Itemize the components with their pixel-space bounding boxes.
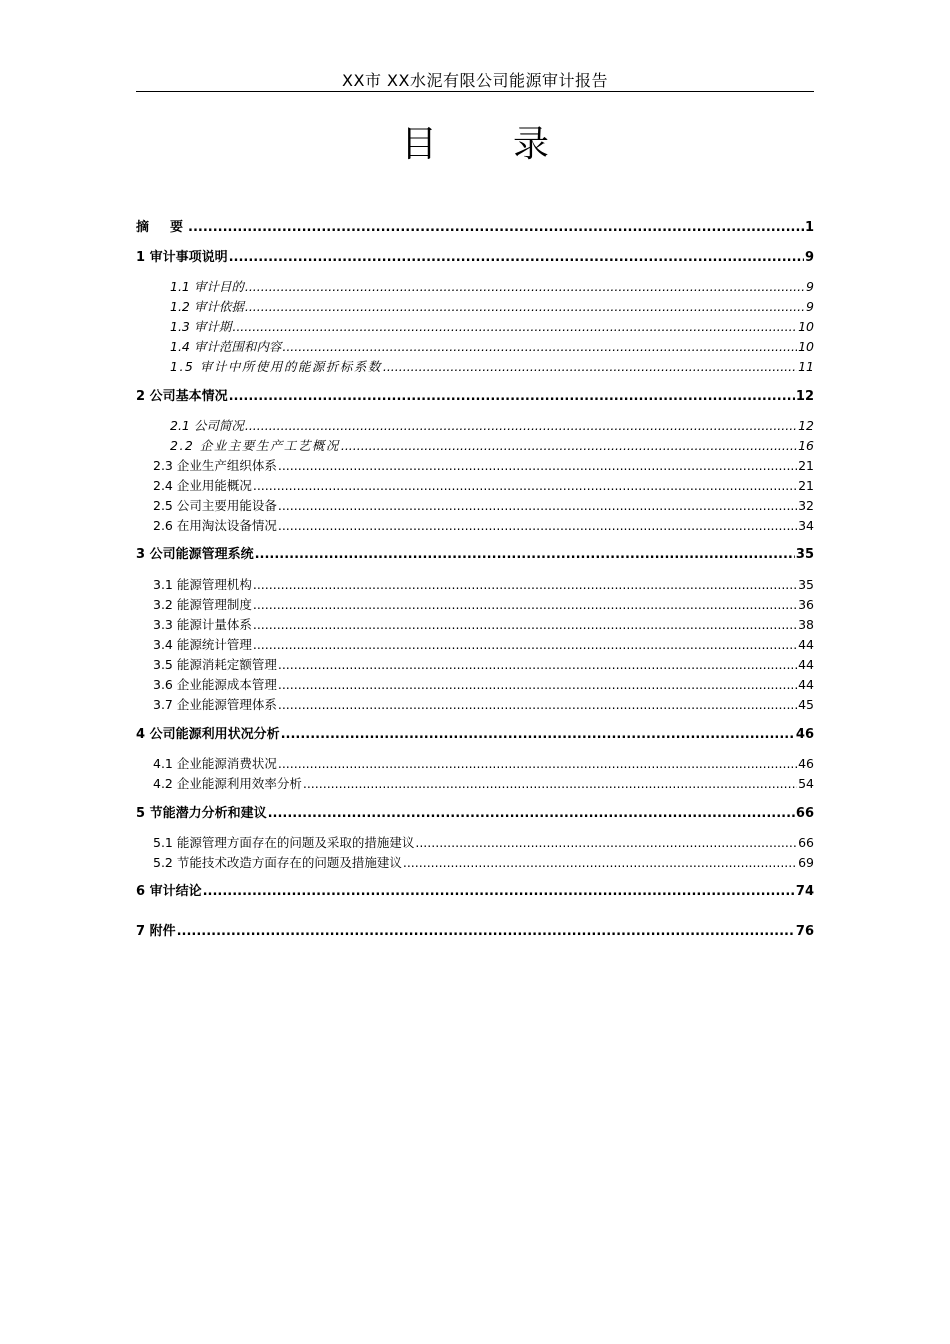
toc-leader — [281, 726, 795, 744]
toc-leader — [383, 358, 797, 376]
toc-entry-page: 21 — [798, 458, 814, 473]
toc-entry-page: 38 — [798, 617, 814, 632]
toc-leader — [245, 298, 805, 316]
toc-entry-label: 2 公司基本情况 — [136, 389, 228, 404]
toc-entry-page: 36 — [798, 597, 814, 612]
toc-entry[interactable] — [153, 497, 814, 515]
toc-entry[interactable] — [153, 696, 814, 714]
toc-entry-page: 34 — [798, 518, 814, 533]
header-rule — [136, 91, 814, 92]
toc-leader — [278, 457, 797, 475]
toc-entry[interactable] — [170, 298, 814, 316]
toc-entry-label: 2.1 公司简况 — [170, 418, 244, 433]
toc-entry[interactable] — [153, 457, 814, 475]
toc-entry-page: 9 — [806, 299, 814, 314]
toc-leader — [245, 278, 805, 296]
toc-entry-label: 1.2 审计依据 — [170, 299, 244, 314]
toc-entry-label: 4.2 企业能源利用效率分析 — [153, 776, 302, 791]
toc-leader — [229, 249, 804, 267]
toc-entry-page: 44 — [798, 657, 814, 672]
toc-entry-label: 1.5 审计中所使用的能源折标系数 — [170, 359, 382, 374]
toc-entry-page: 74 — [795, 884, 814, 899]
toc-entry-page: 9 — [804, 250, 814, 265]
toc-entry[interactable] — [153, 616, 814, 634]
toc-entry-page: 35 — [798, 577, 814, 592]
toc-entry-page: 32 — [798, 498, 814, 513]
toc-entry-label: 6 审计结论 — [136, 884, 202, 899]
toc-leader — [415, 834, 797, 852]
toc-leader — [188, 219, 804, 237]
toc-entry-label: 5 节能潜力分析和建议 — [136, 806, 267, 821]
toc-entry-label: 2.4 企业用能概况 — [153, 478, 252, 493]
toc-entry-label: 摘 要 — [136, 220, 188, 235]
toc-leader — [253, 576, 797, 594]
toc-entry-label: 4.1 企业能源消费状况 — [153, 756, 277, 771]
toc-leader — [278, 696, 797, 714]
toc-leader — [341, 437, 797, 455]
toc-entry-page: 10 — [798, 319, 814, 334]
toc-leader — [203, 883, 795, 901]
toc-entry[interactable] — [153, 596, 814, 614]
toc-leader — [278, 755, 797, 773]
toc-entry-page: 35 — [795, 547, 814, 562]
toc-entry-page: 16 — [798, 438, 814, 453]
toc-leader — [253, 616, 797, 634]
toc-entry-page: 10 — [798, 339, 814, 354]
toc-entry[interactable] — [136, 923, 814, 941]
toc-entry-label: 3.6 企业能源成本管理 — [153, 677, 277, 692]
running-header: XX市 XX水泥有限公司能源审计报告 — [342, 71, 608, 90]
toc-entry-label: 4 公司能源利用状况分析 — [136, 727, 280, 742]
toc-leader — [253, 596, 797, 614]
toc-entry[interactable] — [153, 755, 814, 773]
toc-entry[interactable] — [170, 338, 814, 356]
toc-entry-page: 66 — [795, 806, 814, 821]
toc-entry[interactable] — [153, 517, 814, 535]
toc-entry-page: 54 — [798, 776, 814, 791]
toc-leader — [282, 338, 797, 356]
toc-entry-label: 2.5 公司主要用能设备 — [153, 498, 277, 513]
toc-leader — [278, 656, 797, 674]
toc-entry-page: 76 — [795, 924, 814, 939]
toc-entry-label: 3 公司能源管理系统 — [136, 547, 254, 562]
toc-entry[interactable] — [170, 417, 814, 435]
toc-leader — [278, 517, 797, 535]
toc-entry[interactable] — [153, 676, 814, 694]
toc-entry-label: 5.1 能源管理方面存在的问题及采取的措施建议 — [153, 835, 415, 850]
toc-leader — [232, 318, 797, 336]
toc-entry[interactable] — [153, 854, 814, 872]
toc-entry-label: 2.2 企业主要生产工艺概况 — [170, 438, 340, 453]
toc-entry-label: 1.3 审计期 — [170, 319, 232, 334]
toc-entry-page: 21 — [798, 478, 814, 493]
toc-entry[interactable] — [153, 636, 814, 654]
toc-entry-label: 3.4 能源统计管理 — [153, 637, 252, 652]
toc-entry-page: 46 — [795, 727, 814, 742]
toc-entry[interactable] — [153, 775, 814, 793]
toc-entry-page: 44 — [798, 637, 814, 652]
toc-entry[interactable] — [136, 805, 814, 823]
toc-entry-label: 3.2 能源管理制度 — [153, 597, 252, 612]
toc-leader — [253, 477, 797, 495]
toc-entry[interactable] — [170, 318, 814, 336]
toc-entry-page: 1 — [804, 220, 814, 235]
toc-entry-page: 69 — [798, 855, 814, 870]
toc-entry-label: 3.5 能源消耗定额管理 — [153, 657, 277, 672]
toc-entry[interactable] — [170, 358, 814, 376]
toc-entry-page: 12 — [795, 389, 814, 404]
toc-leader — [245, 417, 797, 435]
toc-entry[interactable] — [153, 656, 814, 674]
toc-entry[interactable] — [136, 883, 814, 901]
toc-entry[interactable] — [170, 437, 814, 455]
toc-entry[interactable] — [153, 576, 814, 594]
toc-entry-label: 2.3 企业生产组织体系 — [153, 458, 277, 473]
toc-entry[interactable] — [136, 249, 814, 267]
toc-leader — [268, 805, 795, 823]
toc-leader — [253, 636, 797, 654]
toc-entry-page: 66 — [798, 835, 814, 850]
toc-leader — [177, 923, 795, 941]
toc-entry-page: 46 — [798, 756, 814, 771]
toc-entry[interactable] — [136, 219, 814, 237]
toc-entry[interactable] — [136, 388, 814, 406]
toc-entry-label: 3.7 企业能源管理体系 — [153, 697, 277, 712]
toc-leader — [403, 854, 797, 872]
toc-entry-page: 12 — [798, 418, 814, 433]
toc-leader — [229, 388, 795, 406]
toc-entry[interactable] — [136, 726, 814, 744]
toc-entry-page: 45 — [798, 697, 814, 712]
toc-leader — [255, 546, 795, 564]
toc-leader — [303, 775, 797, 793]
toc-entry-label: 1.4 审计范围和内容 — [170, 339, 282, 354]
toc-entry-label: 1.1 审计目的 — [170, 279, 244, 294]
toc-entry[interactable] — [170, 278, 814, 296]
page-title: 目录 — [400, 124, 625, 165]
toc-entry-label: 2.6 在用淘汰设备情况 — [153, 518, 277, 533]
toc-entry[interactable] — [153, 834, 814, 852]
toc-entry-label: 3.1 能源管理机构 — [153, 577, 252, 592]
toc-leader — [278, 497, 797, 515]
toc-entry[interactable] — [153, 477, 814, 495]
toc-entry-label: 3.3 能源计量体系 — [153, 617, 252, 632]
toc-entry-label: 7 附件 — [136, 924, 176, 939]
toc-entry[interactable] — [136, 546, 814, 564]
toc-entry-page: 11 — [798, 359, 814, 374]
toc-entry-label: 5.2 节能技术改造方面存在的问题及措施建议 — [153, 855, 402, 870]
toc-entry-label: 1 审计事项说明 — [136, 250, 228, 265]
toc-entry-page: 44 — [798, 677, 814, 692]
toc-entry-page: 9 — [806, 279, 814, 294]
toc-leader — [278, 676, 797, 694]
